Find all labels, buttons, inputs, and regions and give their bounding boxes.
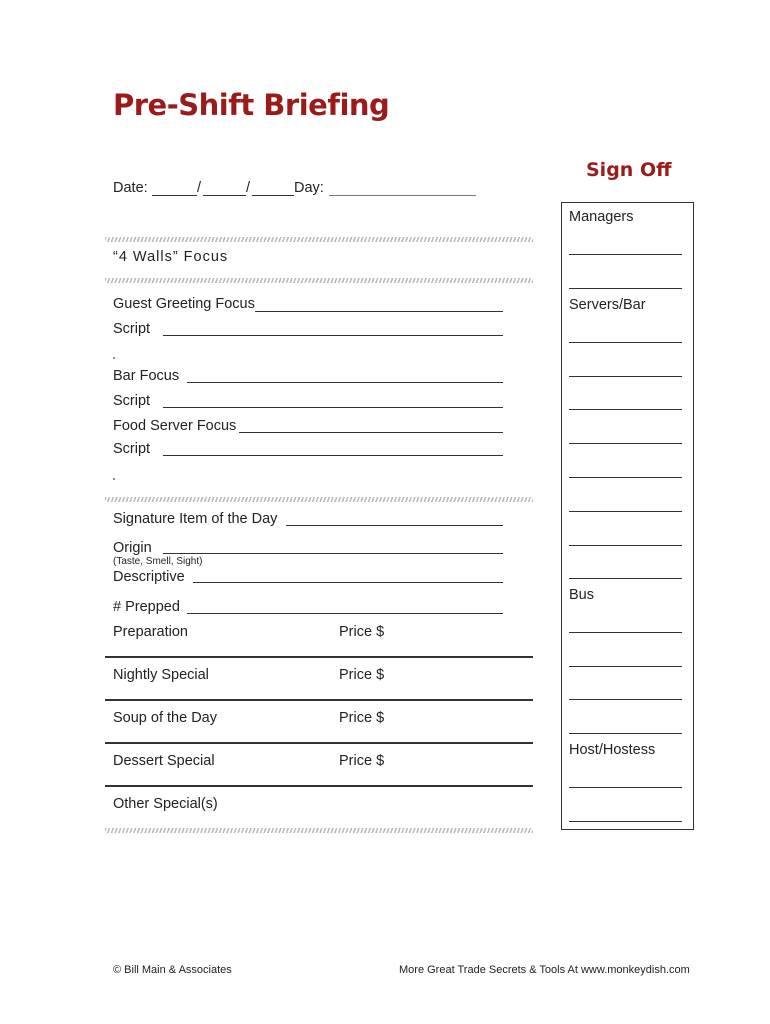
date-label: Date: bbox=[113, 180, 148, 196]
signature-line[interactable] bbox=[569, 443, 682, 444]
preparation-field[interactable] bbox=[105, 656, 533, 658]
managers-label: Managers bbox=[569, 209, 634, 225]
origin-field[interactable] bbox=[163, 553, 503, 554]
dessert-label: Dessert Special bbox=[113, 753, 215, 769]
price-label: Price $ bbox=[339, 624, 385, 640]
soup-field[interactable] bbox=[105, 742, 533, 744]
stray-mark bbox=[113, 357, 115, 359]
price-label: Price $ bbox=[339, 710, 385, 726]
date-month-field[interactable] bbox=[152, 195, 197, 196]
footer-copyright: © Bill Main & Associates bbox=[113, 964, 232, 976]
food-server-focus-field[interactable] bbox=[239, 432, 503, 433]
host-hostess-label: Host/Hostess bbox=[569, 742, 656, 758]
descriptive-label: Descriptive bbox=[113, 569, 185, 585]
origin-label: Origin bbox=[113, 540, 152, 556]
sign-off-title: Sign Off bbox=[586, 159, 672, 181]
origin-hint: (Taste, Smell, Sight) bbox=[113, 556, 203, 567]
script-label: Script bbox=[113, 321, 151, 337]
footer-link-text: More Great Trade Secrets & Tools At www.monkeydish.com bbox=[399, 964, 690, 976]
prepped-label: # Prepped bbox=[113, 599, 180, 615]
signature-line[interactable] bbox=[569, 821, 682, 822]
signature-line[interactable] bbox=[569, 578, 682, 579]
signature-line[interactable] bbox=[569, 632, 682, 633]
guest-greeting-field[interactable] bbox=[255, 311, 503, 312]
bar-focus-field[interactable] bbox=[187, 382, 503, 383]
date-year-field[interactable] bbox=[252, 195, 294, 196]
nightly-special-field[interactable] bbox=[105, 699, 533, 701]
signature-line[interactable] bbox=[569, 733, 682, 734]
signature-line[interactable] bbox=[569, 477, 682, 478]
food-server-script-field[interactable] bbox=[163, 455, 503, 456]
hatched-divider bbox=[105, 278, 533, 283]
signature-line[interactable] bbox=[569, 666, 682, 667]
servers-bar-label: Servers/Bar bbox=[569, 297, 646, 313]
date-separator: / bbox=[197, 180, 202, 196]
prepped-field[interactable] bbox=[187, 613, 503, 614]
other-specials-label: Other Special(s) bbox=[113, 796, 218, 812]
signature-item-label: Signature Item of the Day bbox=[113, 511, 278, 527]
bar-script-field[interactable] bbox=[163, 407, 503, 408]
page-title: Pre-Shift Briefing bbox=[113, 88, 390, 122]
signature-line[interactable] bbox=[569, 545, 682, 546]
guest-greeting-script-field[interactable] bbox=[163, 335, 503, 336]
guest-greeting-label: Guest Greeting Focus bbox=[113, 296, 255, 312]
dessert-field[interactable] bbox=[105, 785, 533, 787]
signature-line[interactable] bbox=[569, 342, 682, 343]
food-server-focus-label: Food Server Focus bbox=[113, 418, 237, 434]
preparation-label: Preparation bbox=[113, 624, 188, 640]
nightly-special-label: Nightly Special bbox=[113, 667, 209, 683]
date-day-field[interactable] bbox=[203, 195, 246, 196]
price-label: Price $ bbox=[339, 667, 385, 683]
price-label: Price $ bbox=[339, 753, 385, 769]
bar-focus-label: Bar Focus bbox=[113, 368, 180, 384]
signature-line[interactable] bbox=[569, 787, 682, 788]
date-separator: / bbox=[246, 180, 251, 196]
signature-line[interactable] bbox=[569, 254, 682, 255]
day-field[interactable] bbox=[329, 195, 476, 196]
signature-line[interactable] bbox=[569, 511, 682, 512]
signature-line[interactable] bbox=[569, 288, 682, 289]
signature-line[interactable] bbox=[569, 376, 682, 377]
hatched-divider bbox=[105, 497, 533, 502]
four-walls-heading: “4 Walls” Focus bbox=[113, 249, 229, 265]
soup-label: Soup of the Day bbox=[113, 710, 217, 726]
signature-item-field[interactable] bbox=[286, 525, 503, 526]
signature-line[interactable] bbox=[569, 409, 682, 410]
script-label: Script bbox=[113, 441, 151, 457]
bus-label: Bus bbox=[569, 587, 594, 603]
hatched-divider bbox=[105, 828, 533, 833]
stray-mark bbox=[113, 478, 115, 480]
hatched-divider bbox=[105, 237, 533, 242]
descriptive-field[interactable] bbox=[193, 582, 503, 583]
signature-line[interactable] bbox=[569, 699, 682, 700]
script-label: Script bbox=[113, 393, 151, 409]
day-label: Day: bbox=[294, 180, 324, 196]
